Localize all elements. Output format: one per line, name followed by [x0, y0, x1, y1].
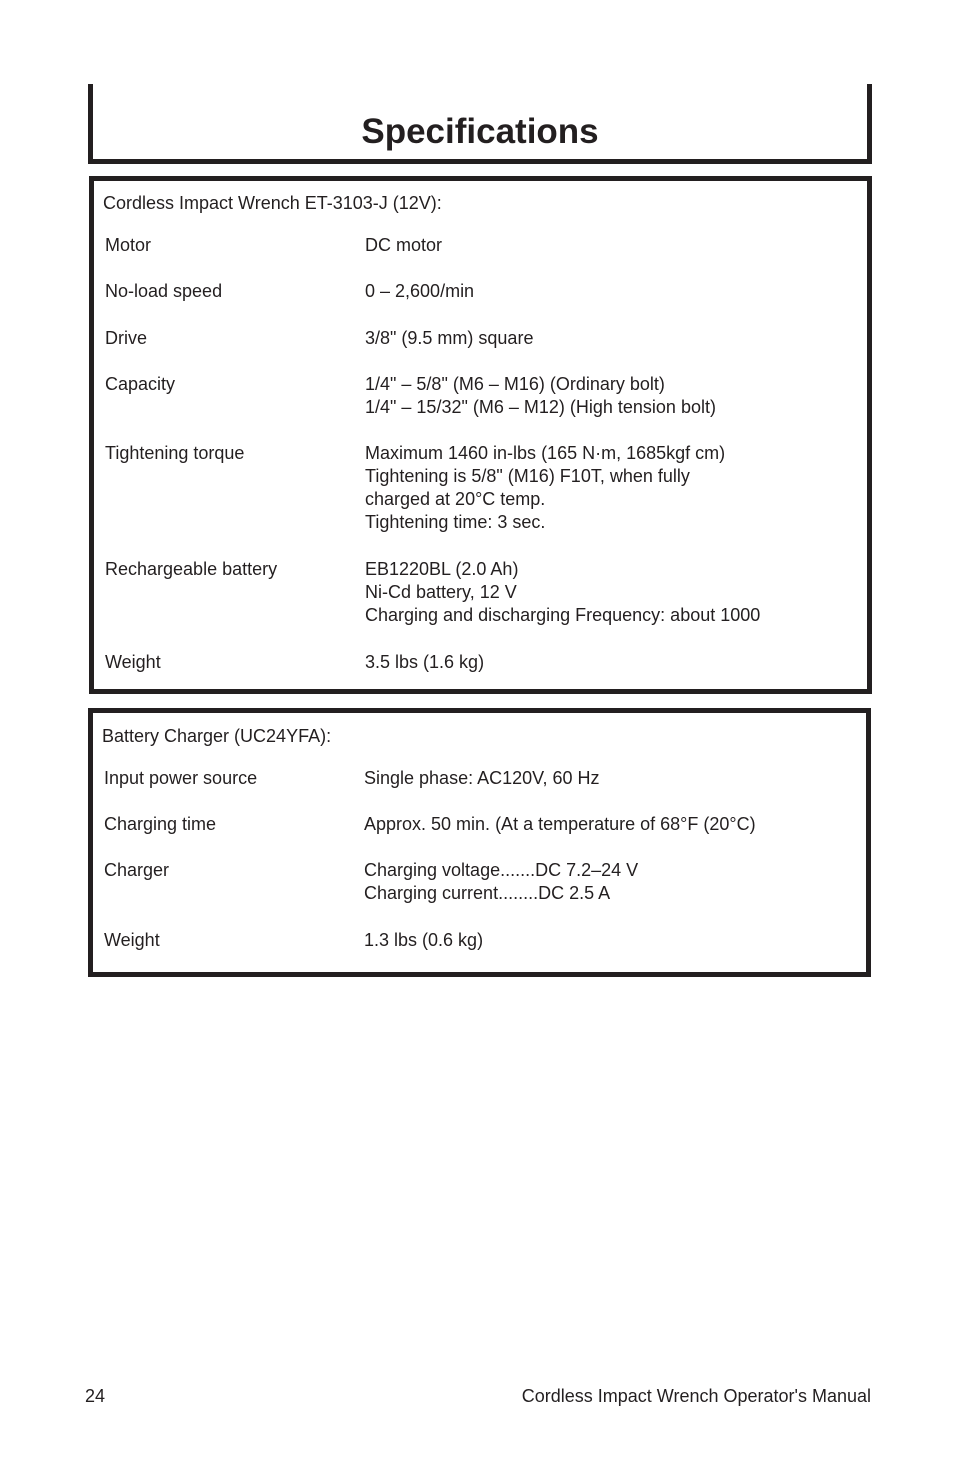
- spec-value: [365, 234, 442, 257]
- spec-label: Capacity: [105, 374, 176, 394]
- spec-value: [364, 767, 600, 790]
- spec-value-line: DC motor: [365, 235, 443, 255]
- spec-value-line: Ni-Cd battery, 12 V: [365, 582, 517, 602]
- spec-value: [365, 651, 484, 674]
- spec-label: Tightening torque: [105, 443, 245, 463]
- charger-specs-box: [88, 708, 871, 977]
- page-title: Specifications: [361, 112, 599, 151]
- spec-value-line: EB1220BL (2.0 Ah): [365, 559, 519, 579]
- spec-value: [365, 280, 474, 303]
- spec-value-line: 3/8" (9.5 mm) square: [365, 328, 534, 348]
- spec-label: Weight: [104, 930, 160, 950]
- spec-label: Drive: [105, 328, 148, 348]
- spec-value-line: Charging and discharging Frequency: about 1000: [365, 605, 761, 625]
- spec-label: No-load speed: [105, 281, 223, 301]
- spec-value-line: Approx. 50 min. (At a temperature of 68°F (20°C): [364, 814, 756, 834]
- spec-value-line: Single phase: AC120V, 60 Hz: [364, 768, 600, 788]
- spec-value-line: charged at 20°C temp.: [365, 489, 546, 509]
- wrench-specs-heading: Cordless Impact Wrench ET-3103-J (12V):: [103, 193, 442, 213]
- spec-label: Charging time: [104, 814, 217, 834]
- spec-value: [365, 373, 716, 419]
- spec-value: [364, 929, 483, 952]
- manual-title: Cordless Impact Wrench Operator's Manual: [521, 1386, 871, 1406]
- spec-value: [365, 442, 725, 534]
- spec-label: Motor: [105, 235, 152, 255]
- spec-value-line: 1.3 lbs (0.6 kg): [364, 930, 484, 950]
- spec-value-line: Charging voltage.......DC 7.2–24 V: [364, 860, 639, 880]
- spec-value-line: Maximum 1460 in-lbs (165 N·m, 1685kgf cm): [365, 443, 726, 463]
- spec-value: [364, 813, 756, 836]
- spec-value-line: 0 – 2,600/min: [365, 281, 475, 301]
- spec-value-line: Tightening is 5/8" (M16) F10T, when fully: [365, 466, 690, 486]
- spec-label: Charger: [104, 860, 170, 880]
- spec-label: Rechargeable battery: [105, 559, 278, 579]
- wrench-specs-box: [89, 176, 872, 694]
- spec-value-line: Charging current........DC 2.5 A: [364, 883, 611, 903]
- spec-value: [365, 327, 533, 350]
- spec-value-line: 1/4" – 15/32" (M6 – M12) (High tension bolt): [365, 397, 716, 417]
- spec-value-line: 1/4" – 5/8" (M6 – M16) (Ordinary bolt): [365, 374, 665, 394]
- spec-value: [365, 558, 760, 627]
- page-number: 24: [85, 1386, 106, 1406]
- charger-specs-heading: Battery Charger (UC24YFA):: [102, 726, 332, 746]
- spec-value-line: Tightening time: 3 sec.: [365, 512, 546, 532]
- spec-label: Input power source: [104, 768, 258, 788]
- title-frame: [88, 84, 872, 164]
- spec-label: Weight: [105, 652, 161, 672]
- spec-value-line: 3.5 lbs (1.6 kg): [365, 652, 485, 672]
- spec-value: [364, 859, 638, 905]
